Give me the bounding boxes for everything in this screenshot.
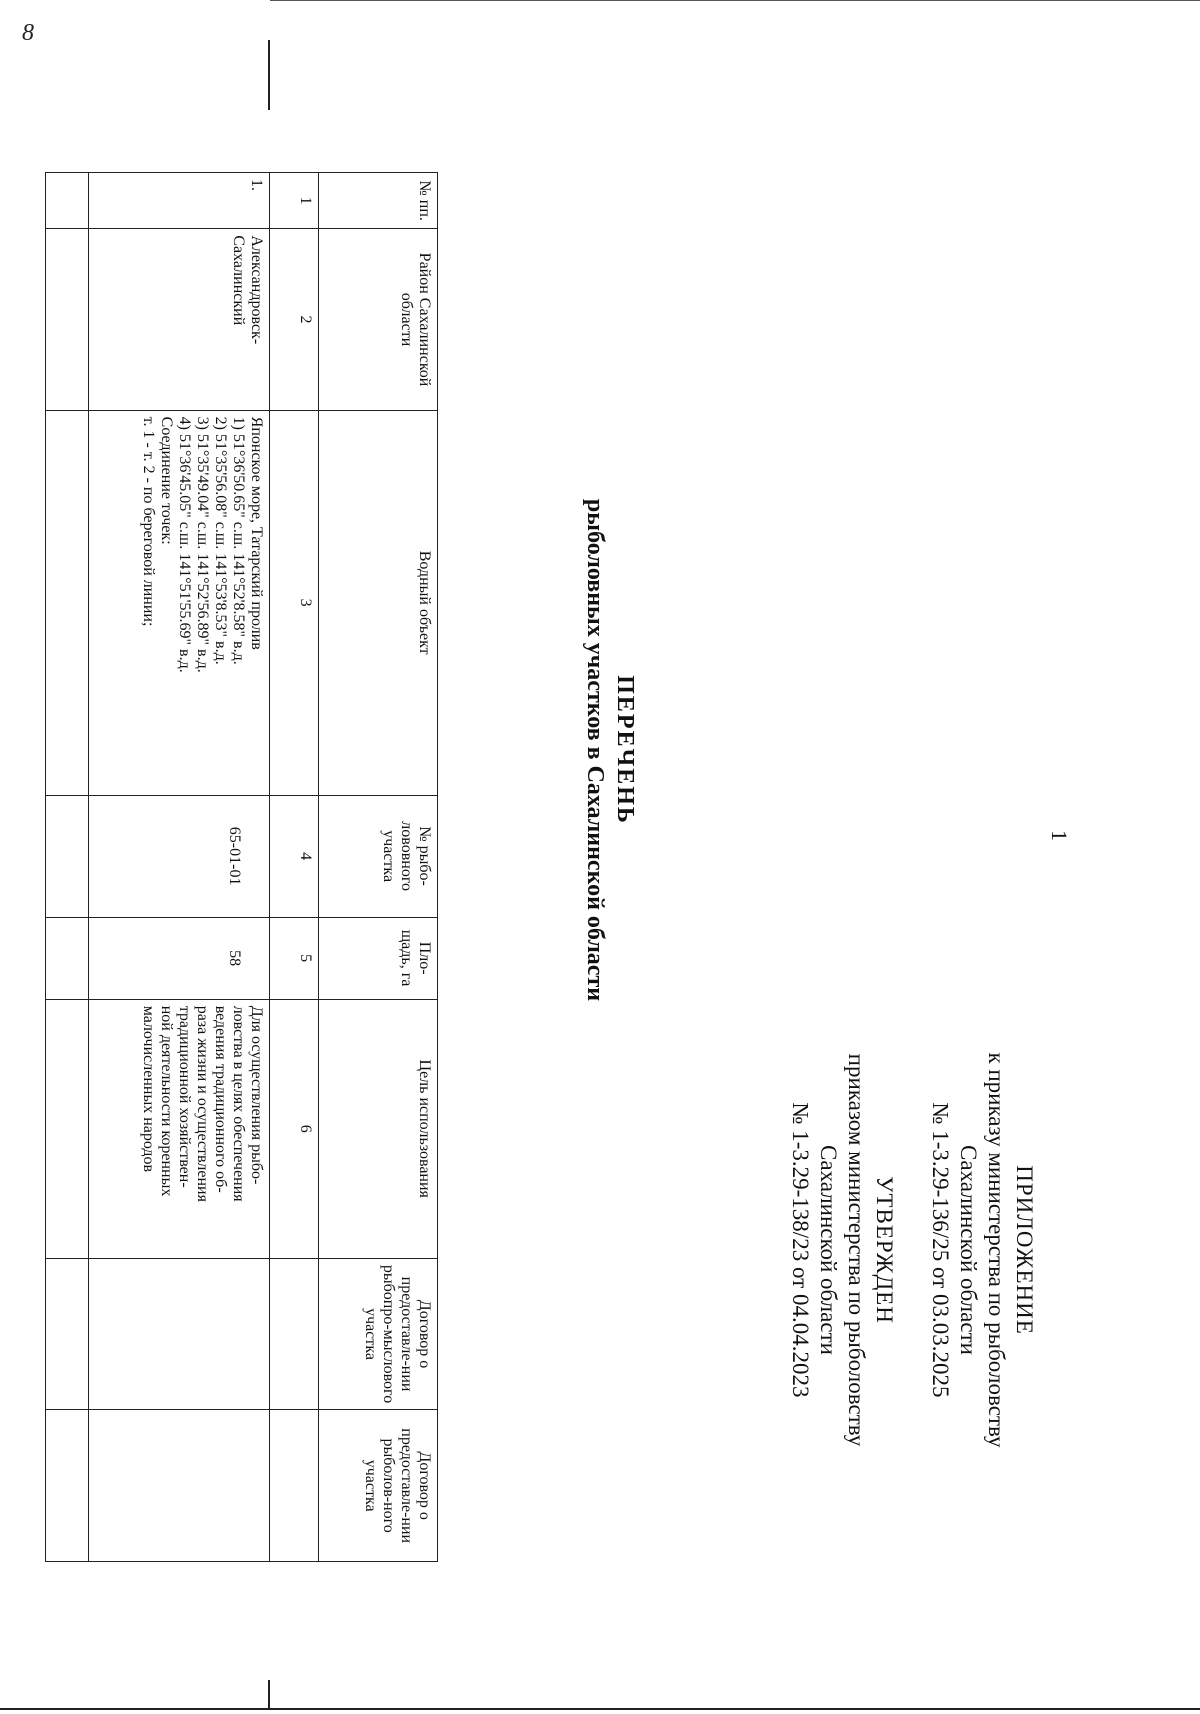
- header-purpose: Цель использования: [319, 999, 438, 1258]
- approved-line-3: № 1-3.29-138/23 от 04.04.2023: [788, 1102, 813, 1398]
- cell-num: 1.: [89, 173, 270, 229]
- water-object-line: Японское море, Татарский пролив: [248, 416, 265, 650]
- column-number: 4: [270, 795, 319, 917]
- cell-water-object: [89, 410, 270, 795]
- column-number: 5: [270, 917, 319, 999]
- table-header-row: [319, 173, 438, 1562]
- cell-contract-industry: [89, 1258, 270, 1410]
- header-block: [786, 950, 1038, 1550]
- header-num: № пп.: [319, 173, 438, 229]
- water-object-line: Соединение точек:: [158, 416, 175, 545]
- title-sub: рыболовных участков в Сахалинской области: [582, 498, 608, 1002]
- approved-title: УТВЕРЖДЕН: [872, 1176, 897, 1324]
- column-number: [270, 1258, 319, 1410]
- cell-district: Александровск-Сахалинский: [89, 229, 270, 410]
- header-plot-number: № рыбо-лововного участка: [319, 795, 438, 917]
- purpose-line: ной деятельности коренных: [158, 1005, 175, 1197]
- approved-line-1: приказом министерства по рыболовству: [844, 1053, 869, 1447]
- appendix-line-2: Сахалинской области: [956, 1145, 981, 1355]
- header-contract-industry: Договор о предоставле-нии рыбопро-мыслового участка: [319, 1258, 438, 1410]
- column-number: 3: [270, 410, 319, 795]
- column-number: 1: [270, 173, 319, 229]
- document-title: [580, 300, 640, 1200]
- water-object-line: 4) 51°36'45.05" с.ш. 141°51'55.69" в.д.: [176, 416, 193, 673]
- purpose-line: ведения традиционного об-: [212, 1005, 229, 1193]
- appendix-title: ПРИЛОЖЕНИЕ: [1012, 1165, 1037, 1335]
- column-number: 2: [270, 229, 319, 410]
- water-object-line: 3) 51°35'49.04" с.ш. 141°52'56.89" в.д.: [194, 416, 211, 673]
- approved-line-2: Сахалинской области: [816, 1145, 841, 1355]
- water-object-line: 1) 51°36'50.65" с.ш. 141°52'8.58" в.д.: [230, 416, 247, 665]
- cell-plot-number: 65-01-01: [89, 795, 270, 917]
- purpose-line: Для осуществления рыбо-: [248, 1005, 265, 1185]
- column-number: [270, 1410, 319, 1562]
- fishing-plots-table: [45, 172, 438, 1562]
- page-number: 1: [1047, 830, 1072, 841]
- header-area: Пло-щадь, га: [319, 917, 438, 999]
- purpose-line: малочисленных народов: [140, 1005, 157, 1173]
- table-row-empty: [46, 173, 89, 1562]
- appendix-line-1: к приказу министерства по рыболовству: [984, 1052, 1009, 1448]
- cell-purpose: [89, 999, 270, 1258]
- purpose-line: раза жизни и осуществления: [194, 1005, 211, 1202]
- purpose-line: традиционной хозяйствен-: [176, 1005, 193, 1188]
- table-column-numbers-row: [270, 173, 319, 1562]
- column-number: 6: [270, 999, 319, 1258]
- header-contract-fishing: Договор о предоставле-нии рыболов-ного участка: [319, 1410, 438, 1562]
- water-object-line: 2) 51°35'56.08" с.ш. 141°53'8.53" в.д.: [212, 416, 229, 665]
- handwritten-page-mark: 8: [22, 20, 34, 46]
- table-row: [89, 173, 270, 1562]
- purpose-line: ловства в целях обеспечения: [230, 1005, 247, 1202]
- title-main: ПЕРЕЧЕНЬ: [612, 675, 638, 825]
- water-object-line: т. 1 - т. 2 - по береговой линии;: [140, 416, 157, 627]
- header-water-object: Водный объект: [319, 410, 438, 795]
- cell-contract-fishing: [89, 1410, 270, 1562]
- header-district: Район Сахалинской области: [319, 229, 438, 410]
- cell-area: 58: [89, 917, 270, 999]
- appendix-line-3: № 1-3.29-136/25 от 03.03.2025: [928, 1102, 953, 1398]
